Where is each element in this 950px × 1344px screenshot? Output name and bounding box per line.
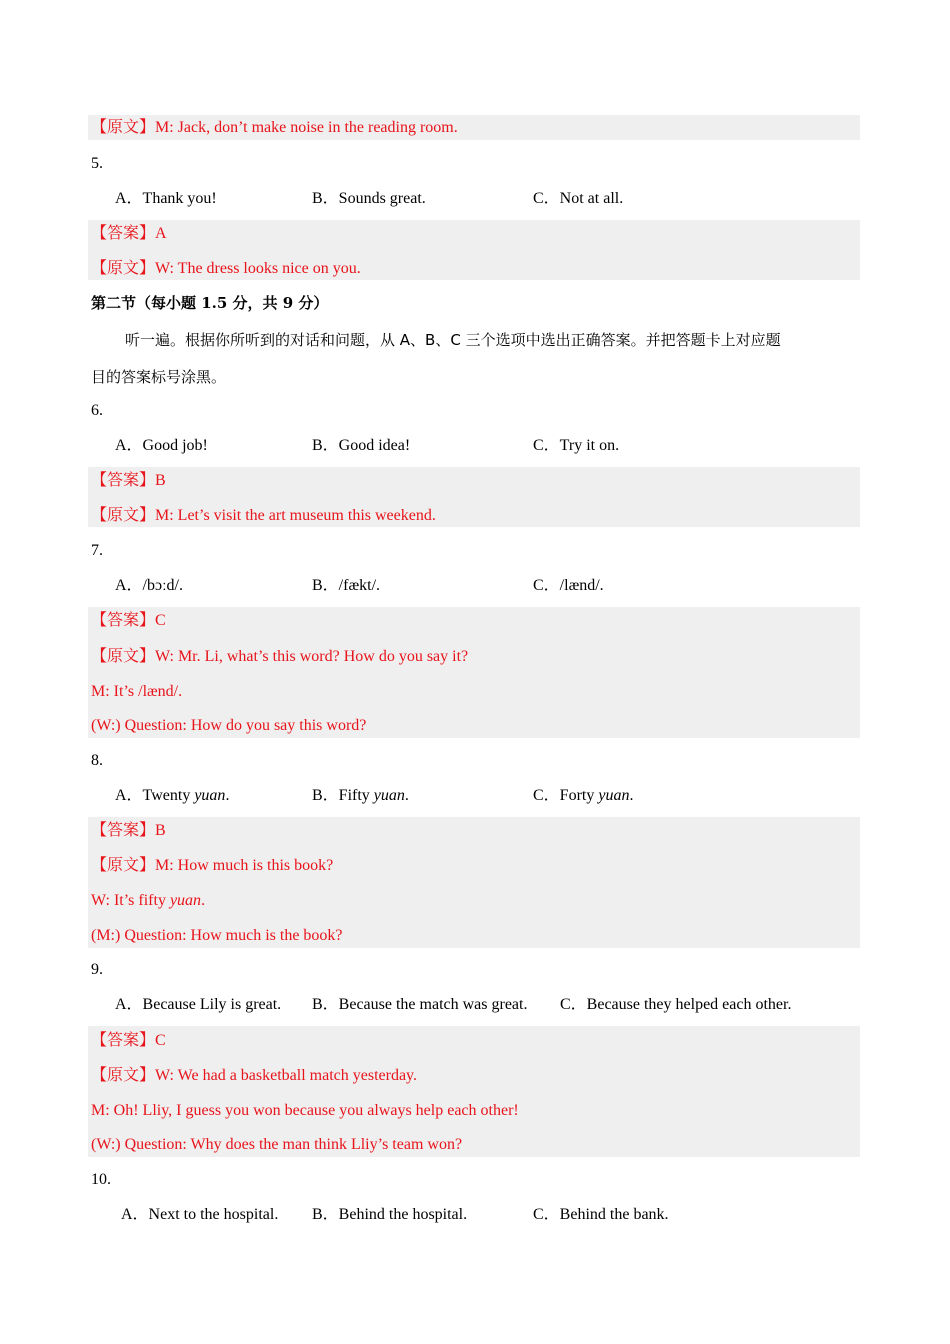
answer-line: 【答案】A — [91, 225, 167, 242]
question-number-8: 8. — [91, 752, 103, 769]
answer-line: 【答案】B — [91, 822, 166, 839]
question-number-5: 5. — [91, 155, 103, 172]
script-line: W: It’s fifty yuan. — [91, 892, 206, 909]
q9-option-b: B．Because the match was great. — [312, 996, 528, 1013]
script-line: 【原文】W: We had a basketball match yesterday. — [91, 1067, 418, 1084]
q5-option-c: C．Not at all. — [533, 190, 624, 207]
q5-option-b: B．Sounds great. — [312, 190, 426, 207]
q6-option-a: A．Good job! — [115, 437, 208, 454]
q5-option-a: A．Thank you! — [115, 190, 217, 207]
q10-option-b: B．Behind the hospital. — [312, 1206, 468, 1223]
section-instruction: 目的答案标号涂黑。 — [91, 368, 227, 386]
script-line: M: It’s /lænd/. — [91, 683, 183, 700]
question-number-10: 10. — [91, 1171, 111, 1188]
question-number-6: 6. — [91, 402, 103, 419]
question-number-7: 7. — [91, 542, 103, 559]
script-line: 【原文】W: The dress looks nice on you. — [91, 260, 361, 277]
script-line: 【原文】M: Let’s visit the art museum this weekend. — [91, 507, 436, 524]
q9-option-a: A．Because Lily is great. — [115, 996, 282, 1013]
script-line: (W:) Question: Why does the man think Lliy’s team won? — [91, 1136, 463, 1153]
answer-line: 【答案】B — [91, 472, 166, 489]
q9-option-c: C．Because they helped each other. — [560, 996, 792, 1013]
question-number-9: 9. — [91, 961, 103, 978]
script-line: 【原文】W: Mr. Li, what’s this word? How do you say it? — [91, 648, 469, 665]
q8-option-a: A．Twenty yuan. — [115, 787, 230, 804]
q6-option-c: C．Try it on. — [533, 437, 620, 454]
q8-option-c: C．Forty yuan. — [533, 787, 634, 804]
q7-option-c: C．/lænd/. — [533, 577, 604, 594]
answer-line: 【答案】C — [91, 1032, 166, 1049]
answer-line: 【答案】C — [91, 612, 166, 629]
script-line: 【原文】M: Jack, don’t make noise in the reading room. — [91, 119, 458, 136]
q6-option-b: B．Good idea! — [312, 437, 411, 454]
script-line: (W:) Question: How do you say this word? — [91, 717, 367, 734]
q10-option-c: C．Behind the bank. — [533, 1206, 669, 1223]
script-line: M: Oh! Lliy, I guess you won because you always help each other! — [91, 1102, 519, 1119]
section-heading: 第二节（每小题 1.5 分，共 9 分） — [91, 294, 329, 312]
q7-option-b: B．/fækt/. — [312, 577, 381, 594]
script-line: (M:) Question: How much is the book? — [91, 927, 343, 944]
q8-option-b: B．Fifty yuan. — [312, 787, 409, 804]
section-instruction: 听一遍。根据你所听到的对话和问题，从 A、B、C 三个选项中选出正确答案。并把答题卡上对应题 — [125, 331, 781, 349]
script-line: 【原文】M: How much is this book? — [91, 857, 334, 874]
q10-option-a: A．Next to the hospital. — [121, 1206, 279, 1223]
q7-option-a: A．/bɔːd/. — [115, 577, 183, 594]
